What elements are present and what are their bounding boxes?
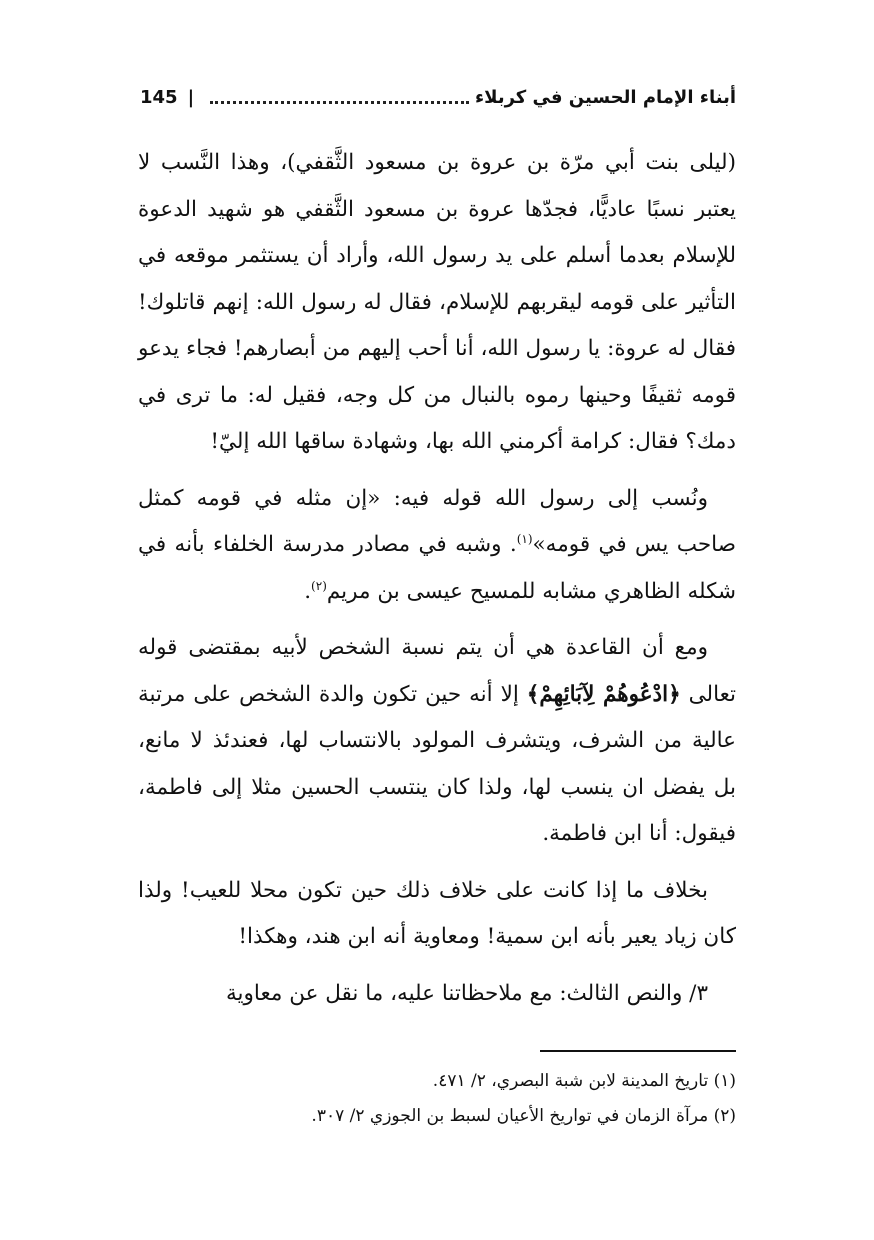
paragraph-2-text-b: . وشبه في مصادر مدرسة الخلفاء بأنه في شكله الظاهري مشابه للمسيح عيسى بن مريم xyxy=(138,532,736,604)
footnote-2: (٢) مرآة الزمان في تواريخ الأعيان لسبط بن الجوزي ٢/ ٣٠٧. xyxy=(311,1106,736,1126)
paragraph-4: بخلاف ما إذا كانت على خلاف ذلك حين تكون محلا للعيب! ولذا كان زياد يعير بأنه ابن سمية! ومعاوية أنه ابن هند، وهكذا! xyxy=(138,877,736,949)
paragraph-2-text-c: . xyxy=(304,578,312,604)
footnote-divider xyxy=(540,1050,736,1052)
paragraph-2-text-a: ونُسب إلى رسول الله قوله فيه: «إن مثله في قومه كمثل صاحب يس في قومه» xyxy=(138,485,736,557)
main-text xyxy=(138,140,736,1027)
footnote-1: (١) تاريخ المدينة لابن شبة البصري، ٢/ ٤٧١. xyxy=(432,1071,736,1091)
quran-verse: ﴿ادْعُوهُمْ لِآبَائِهِمْ﴾ xyxy=(526,681,681,707)
paragraph-3-text-b: إلا أنه حين تكون والدة الشخص على مرتبة عالية من الشرف، ويتشرف المولود بالانتساب لها، فعندئذ لا مانع، بل يفضل ان ينسب لها، ولذا كان ينتسب الحسين مثلا إلى فاطمة، فيقول: أنا ابن فاطمة. xyxy=(138,681,736,846)
paragraph-2 xyxy=(138,476,736,616)
paragraph-1: (ليلى بنت أبي مرّة بن عروة بن مسعود الثَّقفي)، وهذا النَّسب لا يعتبر نسبًا عاديًّا، فجدّها عروة بن مسعود الثَّقفي هو شهيد الدعوة للإسلام بعدما أسلم على يد رسول الله، وأراد أن يستثمر موقعه في التأثير على قومه ليقربهم للإسلام، فقال له رسول الله: إنهم قاتلوك! فقال له عروة: يا رسول الله، أنا أحب إليهم من أبصارهم! فجاء يدعو قومه ثقيفًا وحينها رموه بالنبال من كل وجه، فقيل له: ما ترى في دمك؟ فقال: كرامة أكرمني الله بها، وشهادة ساقها الله إليّ! xyxy=(138,150,736,454)
page-number: 145 xyxy=(140,86,178,108)
footnote-ref-1: (١) xyxy=(516,531,533,546)
running-header xyxy=(140,82,736,112)
paragraph-5: ٣/ والنص الثالث: مع ملاحظاتنا عليه، ما نقل عن معاوية xyxy=(226,980,708,1006)
footnote-ref-2: (٢) xyxy=(311,578,327,593)
dotted-leader xyxy=(210,101,469,104)
book-title: أبناء الإمام الحسين في كربلاء xyxy=(474,86,736,108)
header-separator: | xyxy=(187,86,195,108)
paragraph-3-text-a: ومع أن القاعدة هي أن يتم نسبة الشخص لأبيه بمقتضى قوله تعالى xyxy=(138,635,737,707)
paragraph-3 xyxy=(138,625,736,858)
footnotes xyxy=(138,1064,736,1134)
